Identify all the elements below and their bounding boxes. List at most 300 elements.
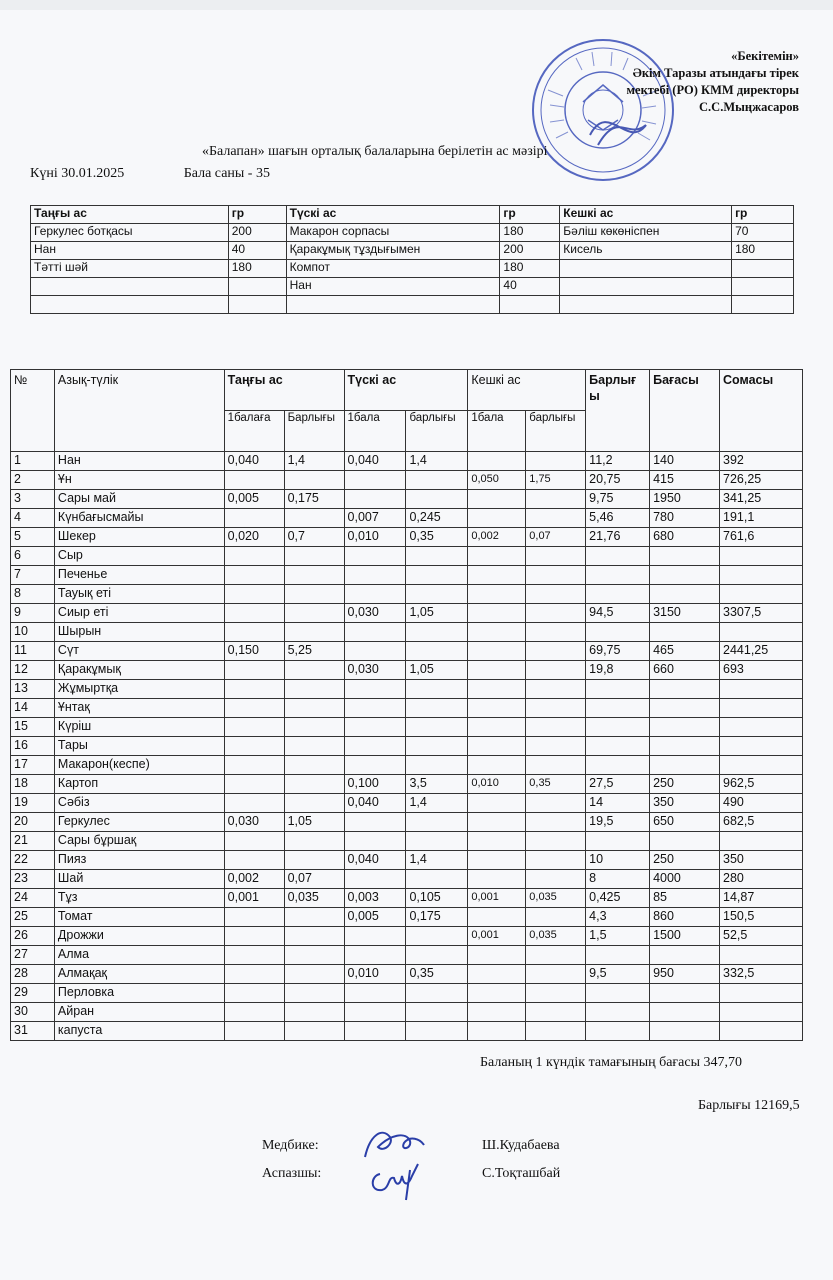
menu-cell: 200 [500,242,560,260]
product-value [526,680,586,699]
product-name: Сиыр еті [54,604,224,623]
product-row [11,965,803,984]
product-value [468,490,526,509]
product-number: 21 [11,832,55,851]
product-number: 7 [11,566,55,585]
menu-cell: 40 [228,242,286,260]
product-number: 13 [11,680,55,699]
product-value [720,946,803,965]
product-row [11,889,803,908]
product-value: 1,4 [406,452,468,471]
product-value: 0,003 [344,889,406,908]
header-sum: Сомасы [720,370,803,452]
product-row [11,680,803,699]
product-value [284,585,344,604]
menu-cell [228,296,286,314]
product-value [284,832,344,851]
product-value: 0,030 [344,604,406,623]
product-value [586,984,650,1003]
menu-cell [732,278,794,296]
product-name: Тұз [54,889,224,908]
product-value: 11,2 [586,452,650,471]
product-value [284,737,344,756]
product-value [526,737,586,756]
header-breakfast: Таңғы ас [224,370,344,411]
product-value [284,547,344,566]
product-value: 726,25 [720,471,803,490]
product-value [586,946,650,965]
product-value [468,984,526,1003]
product-value: 191,1 [720,509,803,528]
product-value: 20,75 [586,471,650,490]
product-value: 5,46 [586,509,650,528]
product-value [284,471,344,490]
product-value [406,642,468,661]
subheader-all: барлығы [406,411,468,452]
product-value [224,471,284,490]
product-value: 14,87 [720,889,803,908]
product-value [720,623,803,642]
product-value [344,927,406,946]
product-value: 1500 [650,927,720,946]
product-name: Печенье [54,566,224,585]
product-row [11,471,803,490]
product-value [720,680,803,699]
product-value [720,547,803,566]
product-value: 0,175 [284,490,344,509]
menu-header-row [31,206,794,224]
menu-cell: Геркулес ботқасы [31,224,229,242]
product-value [406,699,468,718]
document-title: «Балапан» шағын орталық балаларына берілетін ас мәзірі [202,144,548,159]
product-value: 0,001 [224,889,284,908]
product-value [224,566,284,585]
product-value [720,699,803,718]
product-value: 0,005 [224,490,284,509]
product-value [284,946,344,965]
product-value [284,604,344,623]
product-value [650,718,720,737]
menu-cell [286,296,500,314]
menu-cell: 40 [500,278,560,296]
product-value: 650 [650,813,720,832]
product-row [11,509,803,528]
menu-row [31,278,794,296]
approval-director: С.С.Мыңжасаров [699,100,799,114]
nurse-name: Ш.Кудабаева [482,1138,560,1153]
menu-cell: Тәтті шәй [31,260,229,278]
product-value [468,509,526,528]
product-value [586,737,650,756]
product-value [224,908,284,927]
product-value [526,490,586,509]
product-number: 2 [11,471,55,490]
product-value [224,623,284,642]
product-value: 14 [586,794,650,813]
product-value [406,718,468,737]
product-row [11,794,803,813]
product-value [224,756,284,775]
product-value [406,1022,468,1041]
product-number: 25 [11,908,55,927]
product-value: 0,35 [406,965,468,984]
product-name: Томат [54,908,224,927]
product-value [720,1003,803,1022]
product-row [11,661,803,680]
product-value [344,1022,406,1041]
product-value [344,566,406,585]
product-value [344,1003,406,1022]
product-value [406,832,468,851]
product-value: 962,5 [720,775,803,794]
product-value [344,623,406,642]
header-lunch: Түскі ас [344,370,468,411]
product-name: капуста [54,1022,224,1041]
product-row [11,490,803,509]
product-value [720,718,803,737]
product-value: 0,175 [406,908,468,927]
product-value [468,718,526,737]
product-row [11,984,803,1003]
product-value: 332,5 [720,965,803,984]
product-value [526,908,586,927]
product-value: 0,035 [284,889,344,908]
product-value: 1,05 [406,604,468,623]
product-name: Сары май [54,490,224,509]
product-number: 19 [11,794,55,813]
product-value [284,623,344,642]
product-value [526,813,586,832]
product-value: 0,35 [526,775,586,794]
product-value: 341,25 [720,490,803,509]
product-value [526,1022,586,1041]
product-name: Шырын [54,623,224,642]
product-name: Тауық еті [54,585,224,604]
product-value [224,1003,284,1022]
menu-cell [228,278,286,296]
product-value: 0,020 [224,528,284,547]
product-value [526,851,586,870]
product-value [468,908,526,927]
product-value [224,680,284,699]
product-value [468,870,526,889]
product-row [11,699,803,718]
menu-cell: Нан [31,242,229,260]
product-value: 250 [650,775,720,794]
product-number: 17 [11,756,55,775]
product-value [406,813,468,832]
product-value [720,737,803,756]
product-value: 10 [586,851,650,870]
product-number: 5 [11,528,55,547]
product-value [406,623,468,642]
product-value: 0,7 [284,528,344,547]
product-value [224,604,284,623]
product-value [650,984,720,1003]
product-value [344,946,406,965]
product-name: Қаракұмық [54,661,224,680]
product-value [586,566,650,585]
product-value: 392 [720,452,803,471]
product-number: 4 [11,509,55,528]
product-name: Сүт [54,642,224,661]
product-name: Тары [54,737,224,756]
product-number: 29 [11,984,55,1003]
product-name: Макарон(кеспе) [54,756,224,775]
menu-cell: 180 [500,260,560,278]
product-value: 0,07 [284,870,344,889]
product-value [720,1022,803,1041]
product-row [11,946,803,965]
cook-name: С.Тоқташбай [482,1166,561,1181]
product-value: 350 [720,851,803,870]
product-value [406,927,468,946]
approval-block [627,48,800,116]
product-value [650,1022,720,1041]
menu-date: Күні 30.01.2025 [30,166,125,181]
header-price: Бағасы [650,370,720,452]
product-value [224,509,284,528]
product-value [586,832,650,851]
product-value: 8 [586,870,650,889]
product-name: Перловка [54,984,224,1003]
product-value [468,566,526,585]
product-value [468,737,526,756]
product-value: 0,105 [406,889,468,908]
product-value [224,699,284,718]
product-name: Картоп [54,775,224,794]
product-value [406,547,468,566]
product-name: Ұн [54,471,224,490]
menu-header-cell: Кешкі ас [560,206,732,224]
product-value [224,547,284,566]
product-value [526,566,586,585]
product-value: 1,4 [406,851,468,870]
product-row [11,585,803,604]
product-value: 682,5 [720,813,803,832]
product-value: 280 [720,870,803,889]
product-number: 20 [11,813,55,832]
product-value [526,547,586,566]
product-value [468,1003,526,1022]
product-value [344,471,406,490]
product-value [468,699,526,718]
daily-cost: Баланың 1 күндік тамағының бағасы 347,70 [480,1055,743,1070]
product-value [650,1003,720,1022]
product-value [344,585,406,604]
product-value: 0,245 [406,509,468,528]
product-value [650,547,720,566]
product-value [284,775,344,794]
product-value [586,585,650,604]
product-value [650,566,720,585]
product-value: 1,4 [284,452,344,471]
product-row [11,832,803,851]
product-number: 23 [11,870,55,889]
product-number: 31 [11,1022,55,1041]
approval-position: мектебі (РО) КММ директоры [626,83,799,97]
product-value [224,927,284,946]
header-no: № [11,370,55,452]
product-value [284,718,344,737]
product-value [468,832,526,851]
product-name: Ұнтақ [54,699,224,718]
product-value: 0,040 [344,851,406,870]
product-value: 0,100 [344,775,406,794]
product-row [11,604,803,623]
product-value [468,604,526,623]
product-value [344,737,406,756]
product-value [586,623,650,642]
product-value [344,699,406,718]
product-value: 950 [650,965,720,984]
product-row [11,908,803,927]
product-value [526,1003,586,1022]
product-value [406,946,468,965]
product-value [406,737,468,756]
menu-header-cell: Түскі ас [286,206,500,224]
product-value [720,756,803,775]
product-number: 10 [11,623,55,642]
product-name: Сары бұршақ [54,832,224,851]
product-name: Пияз [54,851,224,870]
product-value [468,813,526,832]
product-value: 0,001 [468,889,526,908]
product-value: 0,150 [224,642,284,661]
product-value: 1,05 [406,661,468,680]
product-row [11,775,803,794]
product-value: 0,007 [344,509,406,528]
product-value: 0,010 [344,965,406,984]
product-number: 26 [11,927,55,946]
product-value [650,832,720,851]
menu-cell [560,296,732,314]
product-value [224,737,284,756]
product-value [224,984,284,1003]
product-number: 3 [11,490,55,509]
product-value: 761,6 [720,528,803,547]
product-value [406,680,468,699]
menu-cell: Кисель [560,242,732,260]
product-value [526,832,586,851]
product-value [526,756,586,775]
product-value [344,984,406,1003]
menu-row [31,296,794,314]
product-value: 0,07 [526,528,586,547]
product-value [468,794,526,813]
product-value [344,813,406,832]
product-value: 0,040 [344,794,406,813]
subheader-per-child: 1бала [468,411,526,452]
product-value [224,775,284,794]
product-value [284,566,344,585]
product-value [468,680,526,699]
product-value: 350 [650,794,720,813]
product-value [284,680,344,699]
product-name: Күнбағысмайы [54,509,224,528]
menu-cell: 200 [228,224,286,242]
menu-cell [732,296,794,314]
product-value [526,642,586,661]
product-value: 5,25 [284,642,344,661]
nurse-role: Медбике: [262,1138,319,1153]
menu-cell: Макарон сорпасы [286,224,500,242]
product-row [11,870,803,889]
subheader-per-child: 1бала [344,411,406,452]
product-value [468,661,526,680]
product-value: 415 [650,471,720,490]
product-value [224,965,284,984]
product-value [526,585,586,604]
product-name: Шай [54,870,224,889]
product-value [406,984,468,1003]
product-number: 16 [11,737,55,756]
product-value [344,680,406,699]
products-table [10,369,803,1041]
product-value: 9,75 [586,490,650,509]
product-value [406,756,468,775]
product-value [468,965,526,984]
menu-cell: Компот [286,260,500,278]
product-value: 19,8 [586,661,650,680]
menu-cell: 70 [732,224,794,242]
menu-cell: 180 [500,224,560,242]
header-dinner: Кешкі ас [468,370,586,411]
product-value: 140 [650,452,720,471]
product-number: 24 [11,889,55,908]
menu-header-cell: гр [228,206,286,224]
product-value: 4,3 [586,908,650,927]
cook-signature [366,1156,426,1202]
product-name: Геркулес [54,813,224,832]
product-value: 0,002 [468,528,526,547]
product-value [344,547,406,566]
product-value [284,1022,344,1041]
product-row [11,642,803,661]
product-value [586,547,650,566]
product-number: 28 [11,965,55,984]
subheader-per-child: 1балаға [224,411,284,452]
product-value: 0,001 [468,927,526,946]
product-row [11,623,803,642]
product-value [650,623,720,642]
product-value [526,699,586,718]
product-value: 1950 [650,490,720,509]
product-value [650,680,720,699]
product-value [586,680,650,699]
product-value [344,490,406,509]
product-row [11,452,803,471]
product-value [224,946,284,965]
product-value [284,851,344,870]
product-value: 860 [650,908,720,927]
product-row [11,1003,803,1022]
product-value [224,661,284,680]
cook-role: Аспазшы: [262,1166,322,1181]
product-value [526,946,586,965]
product-value [406,1003,468,1022]
product-number: 1 [11,452,55,471]
product-value [468,946,526,965]
product-value [586,699,650,718]
product-value: 4000 [650,870,720,889]
subheader-all: Барлығы [284,411,344,452]
product-name: Алма [54,946,224,965]
product-number: 11 [11,642,55,661]
product-row [11,851,803,870]
product-number: 15 [11,718,55,737]
product-value: 0,035 [526,889,586,908]
